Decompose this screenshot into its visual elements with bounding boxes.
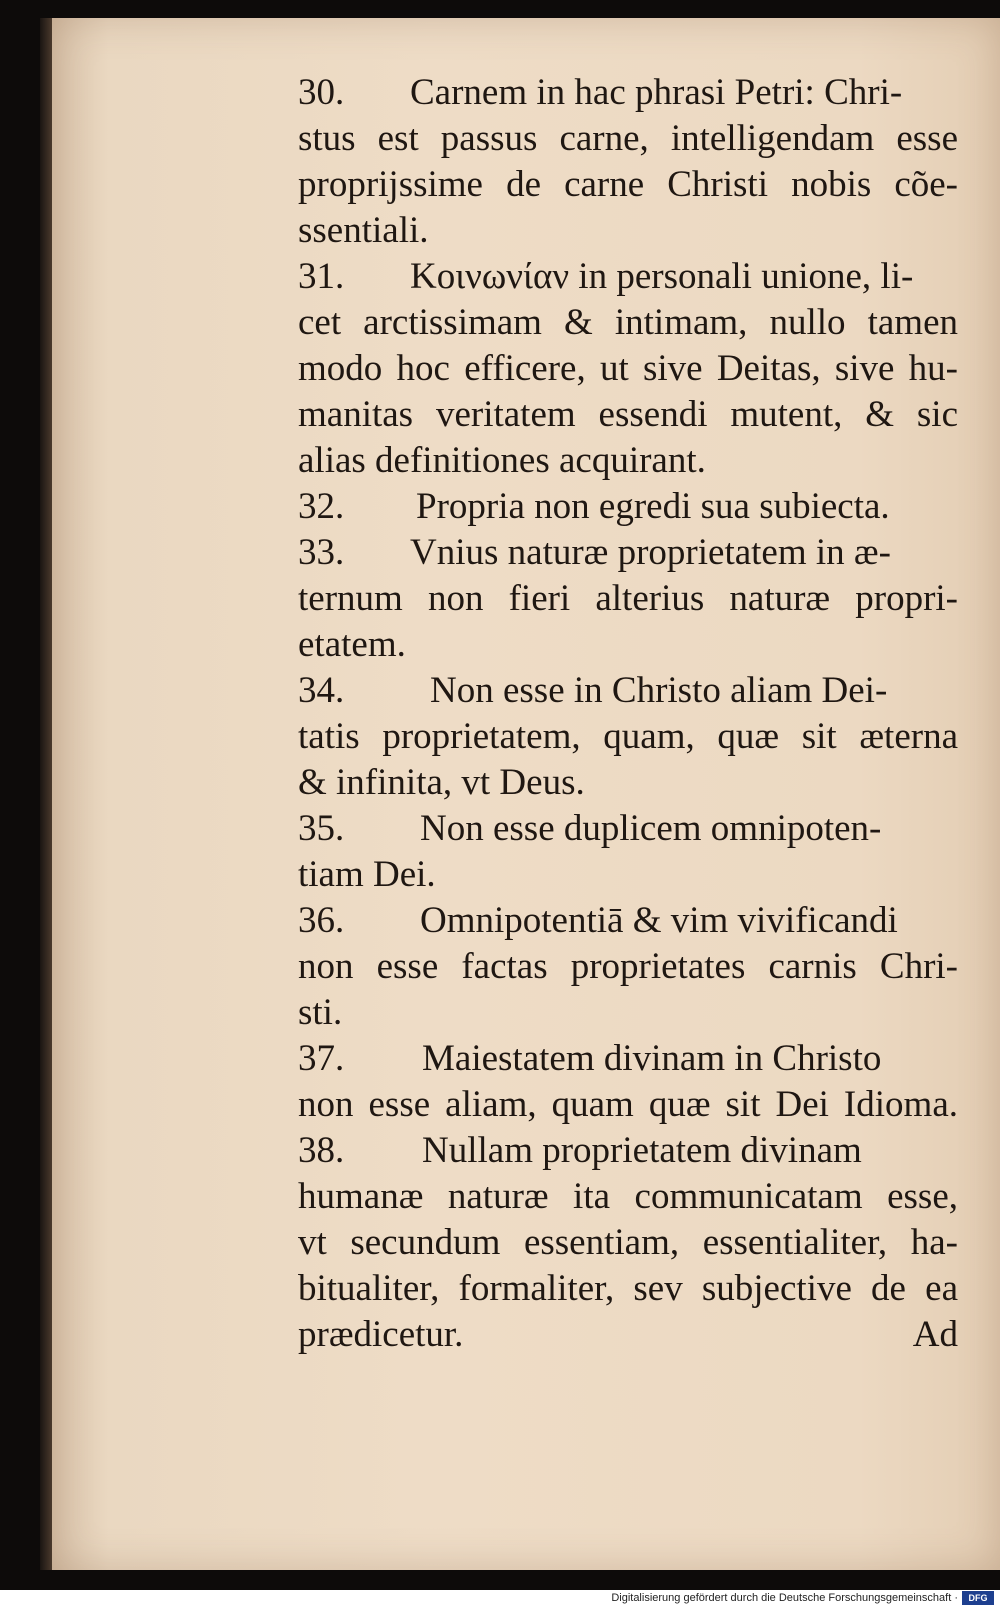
text-line (298, 1036, 958, 1082)
text-line (298, 806, 958, 852)
line-text: Omnipotentiā & vim vivificandi (420, 900, 898, 941)
thesis-number: 37. (298, 1038, 345, 1079)
text-line: & infinita, vt Deus. (298, 762, 585, 803)
text-line (298, 530, 958, 576)
text-line: etatem. (298, 624, 406, 665)
dfg-logo: DFG (962, 1591, 994, 1605)
text-line: cet arctissimam & intimam, nullo tamen (298, 302, 958, 343)
line-text: Nullam proprietatem divinam (422, 1130, 862, 1171)
line-text: Non esse duplicem omnipoten- (420, 808, 882, 849)
text-line (298, 898, 958, 944)
catchword: Ad (912, 1314, 958, 1355)
text-line: ternum non fieri alterius naturæ propri- (298, 578, 958, 619)
text-line (298, 484, 958, 530)
line-text: Vnius naturæ proprietatem in æ- (410, 532, 891, 573)
text-line (298, 254, 958, 300)
thesis-number: 38. (298, 1130, 345, 1171)
line-text: prædicetur. (298, 1314, 464, 1355)
text-line (298, 668, 958, 714)
text-line (298, 70, 958, 116)
text-line (298, 1312, 958, 1358)
footer-credit: Digitalisierung gefördert durch die Deutsche Forschungsgemeinschaft · (611, 1592, 958, 1604)
text-line: humanæ naturæ ita communicatam esse, (298, 1176, 958, 1217)
text-line: modo hoc efficere, ut sive Deitas, sive hu- (298, 348, 958, 389)
thesis-number: 36. (298, 900, 345, 941)
text-line: ssentiali. (298, 210, 429, 251)
thesis-number: 33. (298, 532, 345, 573)
text-line: proprijssime de carne Christi nobis cõe- (298, 164, 958, 205)
text-line: tiam Dei. (298, 854, 436, 895)
text-line: stus est passus carne, intelligendam esse (298, 118, 958, 159)
text-line: bitualiter, formaliter, sev subjective de ea (298, 1268, 958, 1309)
text-line: tatis proprietatem, quam, quæ sit æterna (298, 716, 958, 757)
thesis-number: 30. (298, 72, 345, 113)
text-line: non esse factas proprietates carnis Chri- (298, 946, 958, 987)
thesis-number: 35. (298, 808, 345, 849)
text-line: non esse aliam, quam quæ sit Dei Idioma. (298, 1084, 958, 1125)
thesis-number: 31. (298, 256, 345, 297)
line-text: Κοινωνίαν in personali unione, li- (410, 256, 914, 297)
text-line: sti. (298, 992, 343, 1033)
text-line (298, 1128, 958, 1174)
thesis-number: 32. (298, 486, 345, 527)
line-text: Non esse in Christo aliam Dei- (430, 670, 888, 711)
line-text: Carnem in hac phrasi Petri: Chri- (410, 72, 903, 113)
text-line: manitas veritatem essendi mutent, & sic (298, 394, 958, 435)
thesis-number: 34. (298, 670, 345, 711)
text-line: vt secundum essentiam, essentialiter, ha- (298, 1222, 958, 1263)
line-text: Propria non egredi sua subiecta. (416, 486, 890, 527)
text-line: alias definitiones acquirant. (298, 440, 706, 481)
line-text: Maiestatem divinam in Christo (422, 1038, 882, 1079)
